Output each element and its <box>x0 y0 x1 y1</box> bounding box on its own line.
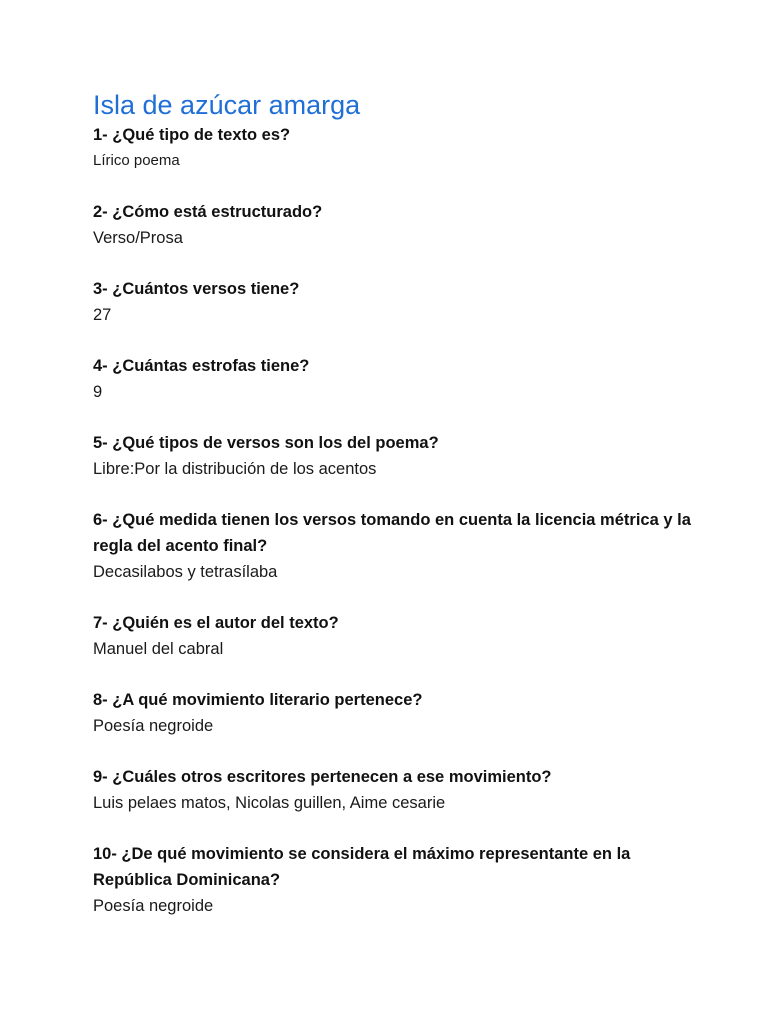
answer-5: Libre:Por la distribución de los acentos <box>93 460 377 478</box>
answer-7: Manuel del cabral <box>93 640 224 658</box>
qa-item-7 <box>93 610 708 662</box>
question-10: 10- ¿De qué movimiento se considera el máximo representante en la República Dominicana? <box>93 845 631 889</box>
question-9: 9- ¿Cuáles otros escritores pertenecen a ese movimiento? <box>93 768 552 786</box>
answer-9: Luis pelaes matos, Nicolas guillen, Aime cesarie <box>93 794 446 812</box>
answer-3: 27 <box>93 306 112 324</box>
answer-2: Verso/Prosa <box>93 229 183 247</box>
qa-item-6 <box>93 507 708 585</box>
question-5: 5- ¿Qué tipos de versos son los del poema? <box>93 434 439 452</box>
question-1: 1- ¿Qué tipo de texto es? <box>93 126 291 144</box>
answer-1: Lírico poema <box>93 152 180 169</box>
qa-item-8 <box>93 687 708 739</box>
qa-item-4 <box>93 353 708 405</box>
question-2: 2- ¿Cómo está estructurado? <box>93 203 323 221</box>
answer-8: Poesía negroide <box>93 717 214 735</box>
qa-item-9 <box>93 764 708 816</box>
question-3: 3- ¿Cuántos versos tiene? <box>93 280 300 298</box>
qa-item-10 <box>93 841 708 919</box>
answer-10: Poesía negroide <box>93 897 214 915</box>
answer-6: Decasilabos y tetrasílaba <box>93 563 278 581</box>
qa-item-3 <box>93 276 708 328</box>
answer-4: 9 <box>93 383 103 401</box>
question-6: 6- ¿Qué medida tienen los versos tomando en cuenta la licencia métrica y la regla del acento final? <box>93 511 691 555</box>
qa-item-2 <box>93 199 708 251</box>
question-7: 7- ¿Quién es el autor del texto? <box>93 614 339 632</box>
qa-item-1 <box>93 122 708 174</box>
document-title: Isla de azúcar amarga <box>93 90 361 120</box>
question-8: 8- ¿A qué movimiento literario pertenece? <box>93 691 423 709</box>
qa-item-5 <box>93 430 708 482</box>
question-4: 4- ¿Cuántas estrofas tiene? <box>93 357 310 375</box>
